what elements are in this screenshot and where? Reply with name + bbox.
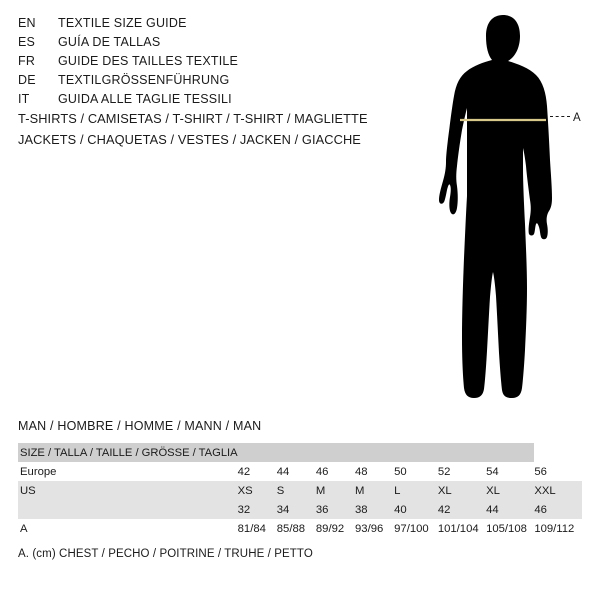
table-cell: 42 — [438, 500, 486, 519]
table-cell: 38 — [355, 500, 394, 519]
table-cell: M — [355, 481, 394, 500]
language-row — [18, 16, 418, 35]
language-code: EN — [18, 16, 36, 30]
table-cell: 32 — [238, 500, 277, 519]
table-cell: 97/100 — [394, 519, 438, 538]
language-text: GUIDE DES TAILLES TEXTILE — [58, 54, 239, 68]
table-cell: 81/84 — [238, 519, 277, 538]
language-list — [18, 16, 418, 111]
table-cell: 42 — [238, 462, 277, 481]
table-cell: XL — [486, 481, 534, 500]
male-silhouette-figure — [400, 8, 600, 408]
language-text: GUIDA ALLE TAGLIE TESSILI — [58, 92, 232, 106]
table-cell: 34 — [277, 500, 316, 519]
table-cell: 105/108 — [486, 519, 534, 538]
table-header-row — [18, 443, 582, 462]
table-cell: S — [277, 481, 316, 500]
language-row — [18, 54, 418, 73]
table-row — [18, 519, 582, 538]
table-row — [18, 462, 582, 481]
table-cell: M — [316, 481, 355, 500]
table-header-label: SIZE / TALLA / TAILLE / GRÖSSE / TAGLIA — [18, 443, 238, 462]
table-cell: 52 — [438, 462, 486, 481]
table-cell: XL — [438, 481, 486, 500]
row-label-us: US — [18, 481, 238, 500]
row-label-europe: Europe — [18, 462, 238, 481]
table-cell: 48 — [355, 462, 394, 481]
language-text: TEXTILE SIZE GUIDE — [58, 16, 187, 30]
table-cell: 46 — [316, 462, 355, 481]
language-code: ES — [18, 35, 36, 49]
language-code: FR — [18, 54, 36, 68]
table-cell: XXL — [534, 481, 582, 500]
table-cell: 44 — [486, 500, 534, 519]
callout-dash-line — [550, 116, 570, 117]
table-cell: 50 — [394, 462, 438, 481]
table-cell: 109/112 — [534, 519, 582, 538]
table-row — [18, 500, 582, 519]
row-label-blank — [18, 500, 238, 519]
language-text: GUÍA DE TALLAS — [58, 35, 161, 49]
table-cell: 89/92 — [316, 519, 355, 538]
size-table — [18, 443, 582, 538]
table-cell: 40 — [394, 500, 438, 519]
table-cell: 56 — [534, 462, 582, 481]
silhouette-icon — [400, 8, 600, 408]
table-cell: 44 — [277, 462, 316, 481]
table-group-title: MAN / HOMBRE / HOMME / MANN / MAN — [18, 419, 262, 433]
table-cell: XS — [238, 481, 277, 500]
table-cell: 93/96 — [355, 519, 394, 538]
language-row — [18, 35, 418, 54]
language-code: IT — [18, 92, 30, 106]
table-cell: 101/104 — [438, 519, 486, 538]
table-cell: L — [394, 481, 438, 500]
table-cell: 85/88 — [277, 519, 316, 538]
category-line-tshirts: T-SHIRTS / CAMISETAS / T-SHIRT / T-SHIRT / MAGLIETTE — [18, 111, 368, 126]
table-cell: 46 — [534, 500, 582, 519]
language-text: TEXTILGRÖSSENFÜHRUNG — [58, 73, 230, 87]
category-line-jackets: JACKETS / CHAQUETAS / VESTES / JACKEN / GIACCHE — [18, 132, 361, 147]
table-row — [18, 481, 582, 500]
language-row — [18, 92, 418, 111]
callout-label-a: A — [573, 112, 581, 124]
language-code: DE — [18, 73, 36, 87]
table-cell: 36 — [316, 500, 355, 519]
row-label-a: A — [18, 519, 238, 538]
measurement-footnote: A. (cm) CHEST / PECHO / POITRINE / TRUHE / PETTO — [18, 548, 313, 560]
table-cell: 54 — [486, 462, 534, 481]
language-row — [18, 73, 418, 92]
category-list — [18, 111, 438, 153]
